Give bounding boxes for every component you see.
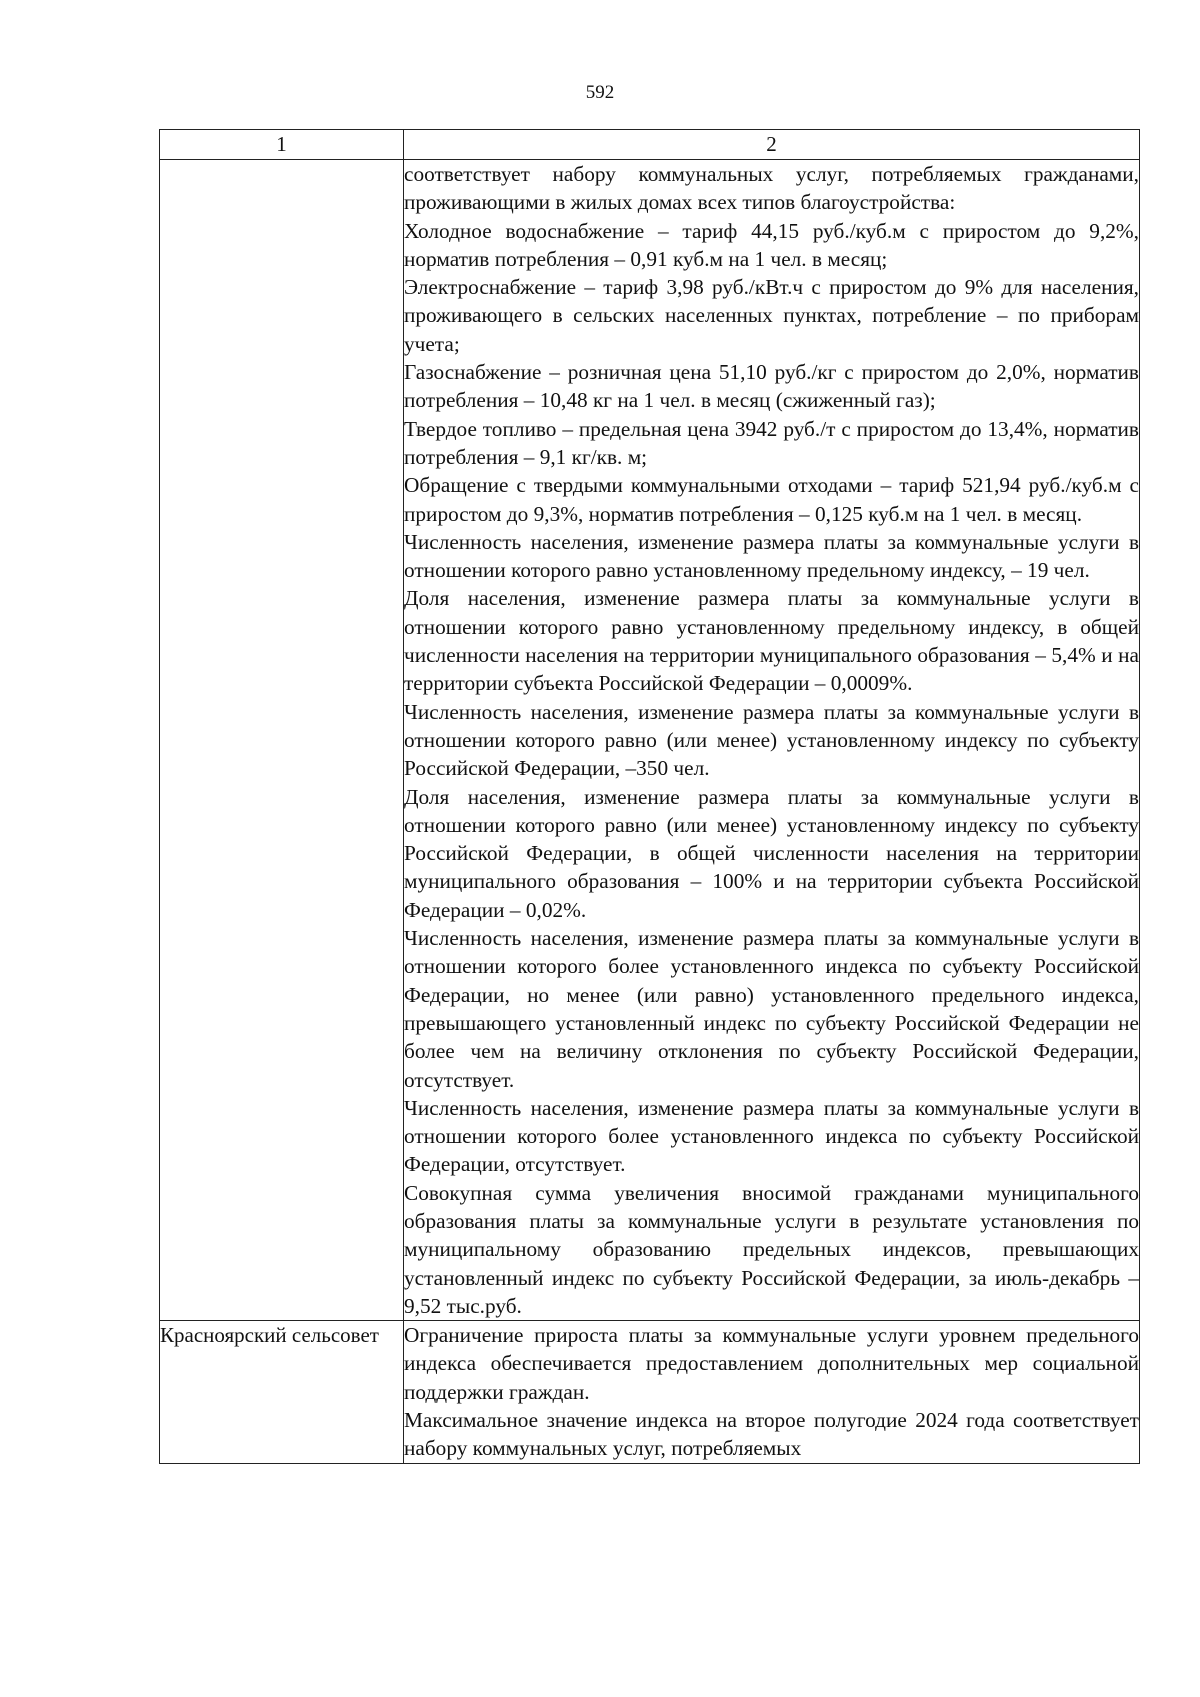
table-header-row xyxy=(160,130,1140,160)
paragraph: Ограничение прироста платы за коммунальные услуги уровнем предельного индекса обеспечивается предоставлением дополнительных мер социальной поддержки граждан. xyxy=(404,1323,1139,1404)
paragraph: Максимальное значение индекса на второе полугодие 2024 года соответствует набору коммунальных услуг, потребляемых xyxy=(404,1408,1139,1461)
paragraph: Численность населения, изменение размера платы за коммунальные услуги в отношении которого равно установленному предельному индексу, – 19 чел. xyxy=(404,529,1139,583)
table-row xyxy=(160,160,1140,1321)
paragraph: Численность населения, изменение размера платы за коммунальные услуги в отношении которого более установленного индекса по субъекту Российской Федерации, но менее (или равно) установленного предельного индекса, превышающего установленный индекс по субъекту Российской Федерации не более чем на величину отклонения по субъекту Российской Федерации, отсутствует. xyxy=(404,926,1139,1092)
paragraph: Холодное водоснабжение – тариф 44,15 руб./куб.м с приростом до 9,2%, норматив потребления – 0,91 куб.м на 1 чел. в месяц; xyxy=(404,218,1139,271)
paragraph: Численность населения, изменение размера платы за коммунальные услуги в отношении которого более установленного индекса по субъекту Российской Федерации, отсутствует. xyxy=(404,1095,1139,1177)
description-cell xyxy=(404,1321,1140,1463)
paragraph: Твердое топливо – предельная цена 3942 руб./т с приростом до 13,4%, норматив потребления – 9,1 кг/кв. м; xyxy=(404,416,1139,469)
paragraph: Совокупная сумма увеличения вносимой гражданами муниципального образования платы за коммунальные услуги в результате установления по муниципальному образованию предельных индексов, превышающих установленный индекс по субъекту Российской Федерации, за июль-декабрь – 9,52 тыс.руб. xyxy=(404,1180,1139,1318)
paragraph: Доля населения, изменение размера платы за коммунальные услуги в отношении которого равно установленному предельному индексу, в общей численности населения на территории муниципального образования – 5,4% и на территории субъекта Российской Федерации – 0,0009%. xyxy=(404,586,1139,696)
paragraph: Газоснабжение – розничная цена 51,10 руб./кг с приростом до 2,0%, норматив потребления – 10,48 кг на 1 чел. в месяц (сжиженный газ); xyxy=(404,360,1139,413)
paragraph: Обращение с твердыми коммунальными отходами – тариф 521,94 руб./куб.м с приростом до 9,3%, норматив потребления – 0,125 куб.м на 1 чел. в месяц. xyxy=(404,473,1139,526)
document-table xyxy=(159,129,1140,1464)
municipality-cell: Красноярский сельсовет xyxy=(160,1321,404,1463)
table-row xyxy=(160,1321,1140,1463)
column-header: 2 xyxy=(404,130,1140,160)
description-cell xyxy=(404,160,1140,1321)
paragraph: Доля населения, изменение размера платы за коммунальные услуги в отношении которого равно (или менее) установленному индексу по субъекту Российской Федерации, в общей численности населения на территории муниципального образования – 100% и на территории субъекта Российской Федерации – 0,02%. xyxy=(404,784,1139,922)
paragraph: Численность населения, изменение размера платы за коммунальные услуги в отношении которого равно (или менее) установленному индексу по субъекту Российской Федерации, –350 чел. xyxy=(404,699,1139,781)
municipality-cell xyxy=(160,160,404,1321)
page-number: 592 xyxy=(585,82,615,103)
paragraph: соответствует набору коммунальных услуг, потребляемых гражданами, проживающими в жилых домах всех типов благоустройства: xyxy=(404,162,1139,215)
column-header: 1 xyxy=(160,130,404,160)
paragraph: Электроснабжение – тариф 3,98 руб./кВт.ч с приростом до 9% для населения, проживающего в сельских населенных пунктах, потребление – по приборам учета; xyxy=(404,275,1139,356)
